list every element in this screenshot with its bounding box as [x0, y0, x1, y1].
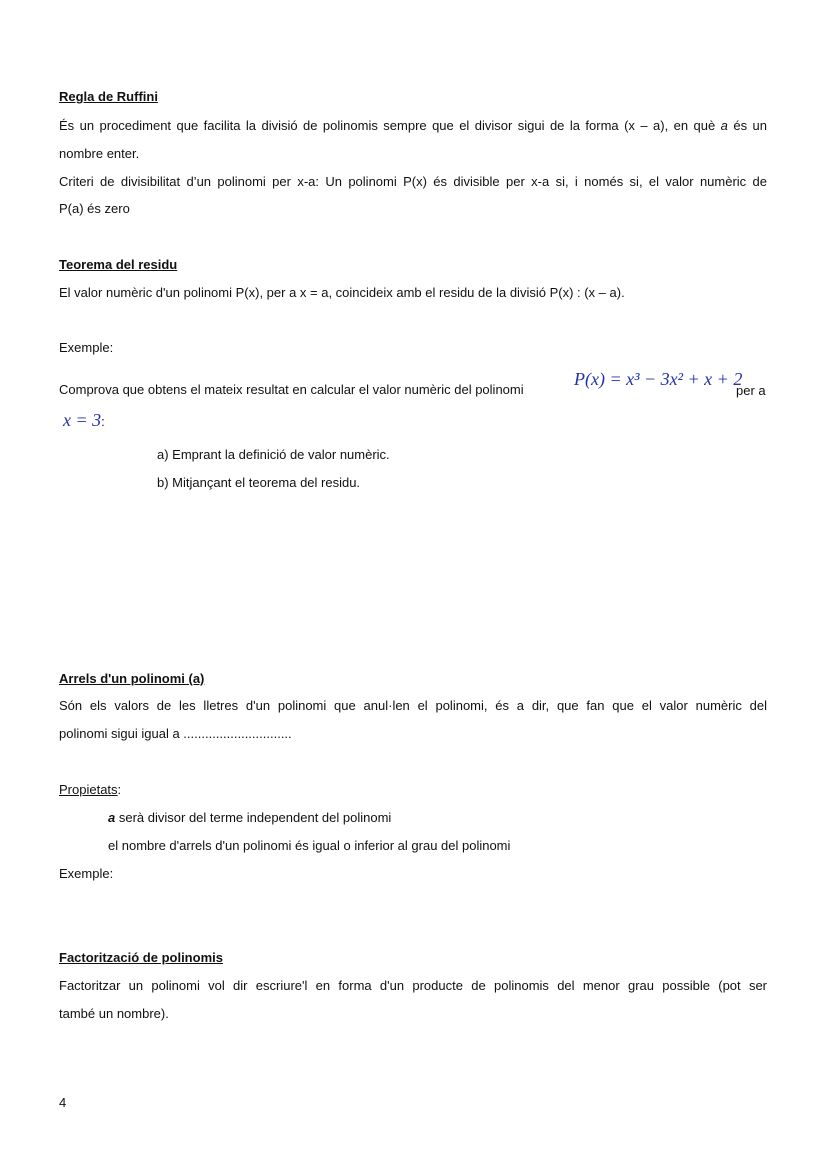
properties-heading: Propietats: [59, 782, 118, 797]
section-title-factoritzacio: Factorització de polinomis: [59, 950, 223, 965]
section-title-ruffini: Regla de Ruffini: [59, 89, 158, 104]
exercise-end: per a: [736, 383, 766, 398]
page-number: 4: [59, 1095, 67, 1110]
exercise-text: Comprova que obtens el mateix resultat en calcular el valor numèric del polinomi: [59, 382, 524, 397]
colon: :: [117, 782, 122, 797]
bold-a: a: [108, 810, 116, 825]
text: és un: [733, 118, 767, 133]
property-1: [108, 809, 816, 827]
example-label: Exemple:: [59, 340, 114, 355]
property-2: el nombre d'arrels d'un polinomi és igual o inferior al grau del polinomi: [108, 838, 511, 853]
arrels-text: Són els valors de les lletres d'un polinomi que anul·len el polinomi, és a dir, que fan que el valor numèric del: [59, 698, 767, 713]
factoritzacio-text: Factoritzar un polinomi vol dir escriure'l en forma d'un producte de polinomis del menor grau possible (pot ser: [59, 978, 767, 993]
item-a: a) Emprant la definició de valor numèric.: [157, 447, 390, 462]
italic-a: a: [720, 118, 728, 133]
section-title-arrels: Arrels d'un polinomi (a): [59, 671, 205, 686]
x-value-line: [63, 411, 105, 431]
residu-text: El valor numèric d'un polinomi P(x), per a x = a, coincideix amb el residu de la divisió P(x) : (x – a).: [59, 285, 625, 300]
text: serà divisor del terme independent del polinomi: [118, 810, 392, 825]
ruffini-text-line: [59, 117, 767, 135]
factoritzacio-text-end: també un nombre).: [59, 1006, 169, 1021]
x-value-formula: x = 3: [63, 410, 102, 430]
properties-label: [59, 781, 767, 799]
polynomial-formula: P(x) = x³ − 3x² + x + 2: [574, 369, 743, 389]
example-label: Exemple:: [59, 866, 114, 881]
ruffini-text-line: nombre enter.: [59, 146, 140, 161]
ruffini-criterion-end: P(a) és zero: [59, 201, 130, 216]
colon: :: [101, 414, 105, 429]
arrels-text-end: polinomi sigui igual a ..............................: [59, 726, 292, 741]
text: És un procediment que facilita la divisió de polinomis sempre que el divisor sigui de la forma (x – a), en què: [59, 118, 716, 133]
section-title-residu: Teorema del residu: [59, 257, 178, 272]
item-b: b) Mitjançant el teorema del residu.: [157, 475, 361, 490]
ruffini-criterion: Criteri de divisibilitat d’un polinomi per x-a: Un polinomi P(x) és divisible per x-a si, i només si, el valor numèric de: [59, 174, 767, 189]
